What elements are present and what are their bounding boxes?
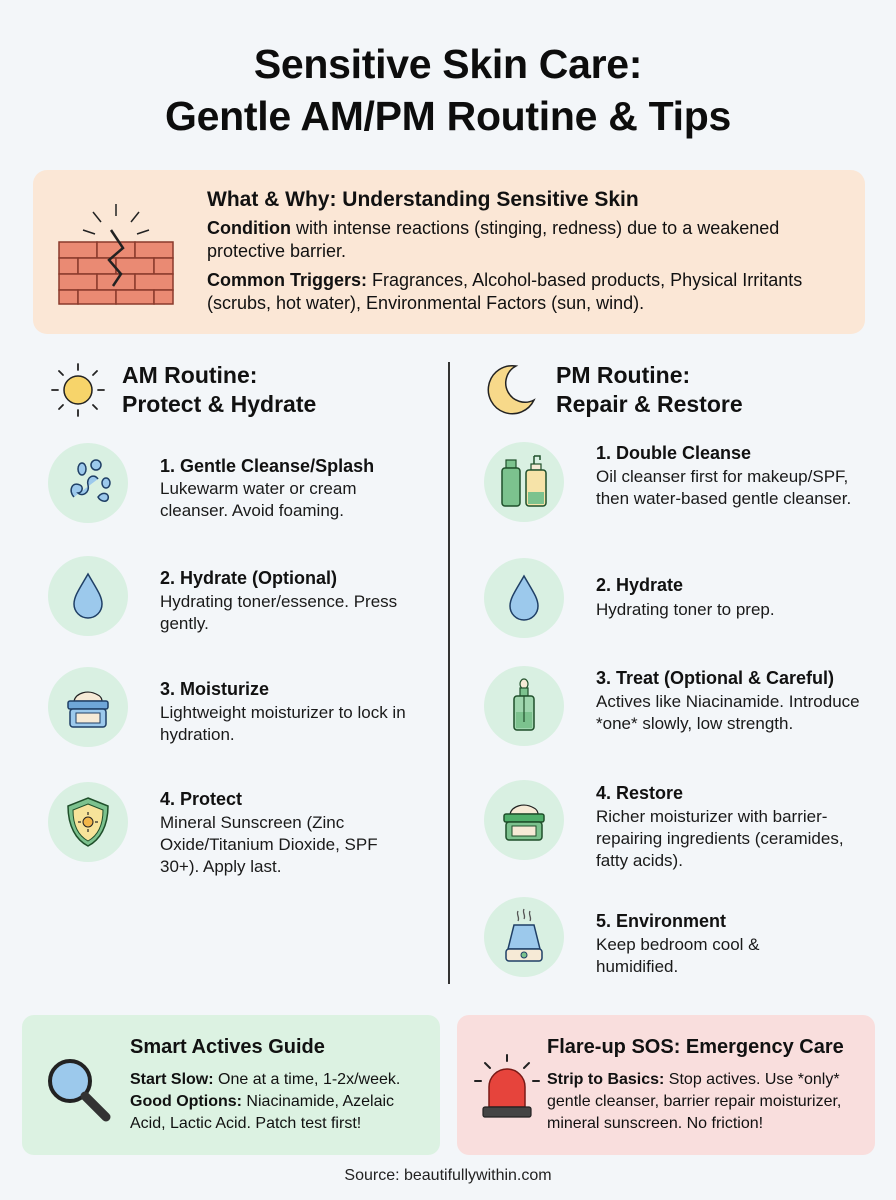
am-step-4-desc: Mineral Sunscreen (Zinc Oxide/Titanium Dioxide, SPF 30+). Apply last. bbox=[160, 813, 378, 876]
pm-step-2-desc: Hydrating toner to prep. bbox=[596, 600, 775, 619]
humidifier-icon bbox=[494, 907, 554, 967]
moon-icon bbox=[480, 360, 540, 420]
start-slow-label: Start Slow: bbox=[130, 1071, 214, 1088]
am-step-2-icon-circle bbox=[48, 556, 128, 636]
triggers-text bbox=[207, 269, 847, 315]
pm-step-1-title: 1. Double Cleanse bbox=[596, 443, 752, 463]
pm-step-1-desc: Oil cleanser first for makeup/SPF, then water-based gentle cleanser. bbox=[596, 467, 852, 508]
am-step-4-title: 4. Protect bbox=[160, 789, 243, 809]
start-slow-line bbox=[130, 1069, 430, 1091]
pm-step-4-icon-circle bbox=[484, 780, 564, 860]
page-title bbox=[0, 38, 896, 142]
triggers-body: Fragrances, Alcohol-based products, Physical Irritants (scrubs, hot water), Environmental Factors (sun, wind). bbox=[207, 270, 803, 313]
title-line-1: Sensitive Skin Care: bbox=[253, 41, 643, 87]
sos-title: Flare-up SOS: Emergency Care bbox=[547, 1036, 844, 1058]
smart-actives-title: Smart Actives Guide bbox=[130, 1036, 325, 1058]
am-step-1-title: 1. Gentle Cleanse/Splash bbox=[160, 456, 375, 476]
water-drop-icon bbox=[58, 566, 118, 626]
good-options-body: Niacinamide, Azelaic Acid, Lactic Acid. Patch test first! bbox=[130, 1093, 395, 1132]
pm-step-1-icon-circle bbox=[484, 442, 564, 522]
pm-step-5-icon-circle bbox=[484, 897, 564, 977]
flare-up-sos-panel bbox=[457, 1015, 875, 1155]
pm-heading-line-1: PM Routine: bbox=[556, 362, 691, 388]
pm-step-3-icon-circle bbox=[484, 666, 564, 746]
condition-text bbox=[207, 217, 847, 263]
pm-heading bbox=[556, 361, 743, 419]
alarm-siren-icon bbox=[471, 1051, 543, 1123]
water-splash-icon bbox=[58, 453, 118, 513]
what-why-heading: What & Why: Understanding Sensitive Skin bbox=[207, 188, 639, 211]
pm-step-4-title: 4. Restore bbox=[596, 783, 684, 803]
pm-step-3-desc: Actives like Niacinamide. Introduce *one* slowly, low strength. bbox=[596, 692, 860, 733]
am-step-4-icon-circle bbox=[48, 782, 128, 862]
am-heading bbox=[122, 361, 316, 419]
pm-step-2-icon-circle bbox=[484, 558, 564, 638]
pm-step-5-desc: Keep bedroom cool & humidified. bbox=[596, 935, 760, 976]
strip-body: Stop actives. Use *only* gentle cleanser, barrier repair moisturizer, mineral sunscreen. No friction! bbox=[547, 1071, 842, 1132]
am-step-2-desc: Hydrating toner/essence. Press gently. bbox=[160, 592, 398, 633]
pm-heading-line-2: Repair & Restore bbox=[556, 391, 743, 417]
am-step-3-desc: Lightweight moisturizer to lock in hydration. bbox=[160, 703, 406, 744]
am-heading-line-2: Protect & Hydrate bbox=[122, 391, 317, 417]
cracked-brick-wall-icon bbox=[51, 200, 181, 310]
sos-text bbox=[547, 1069, 873, 1135]
sun-shield-icon bbox=[58, 792, 118, 852]
am-step-3-icon-circle bbox=[48, 667, 128, 747]
am-step-1-desc: Lukewarm water or cream cleanser. Avoid foaming. bbox=[160, 479, 357, 520]
magnifying-glass-icon bbox=[42, 1053, 116, 1127]
condition-label: Condition bbox=[207, 218, 291, 238]
pm-step-5-title: 5. Environment bbox=[596, 911, 727, 931]
good-options-line bbox=[130, 1091, 430, 1135]
triggers-label: Common Triggers: bbox=[207, 270, 368, 290]
am-step-1-icon-circle bbox=[48, 443, 128, 523]
condition-body: with intense reactions (stinging, redness) due to a weakened protective barrier. bbox=[207, 218, 780, 261]
am-step-3-title: 3. Moisturize bbox=[160, 679, 270, 699]
strip-label: Strip to Basics: bbox=[547, 1071, 665, 1088]
am-step-2-title: 2. Hydrate (Optional) bbox=[160, 568, 338, 588]
smart-actives-panel bbox=[22, 1015, 440, 1155]
title-line-2: Gentle AM/PM Routine & Tips bbox=[165, 93, 731, 139]
pm-step-4-desc: Richer moisturizer with barrier-repairing ingredients (ceramides, fatty acids). bbox=[596, 807, 844, 870]
sun-icon bbox=[48, 360, 108, 420]
what-why-panel bbox=[33, 170, 865, 334]
pm-step-2-title: 2. Hydrate bbox=[596, 575, 684, 595]
smart-actives-text bbox=[130, 1069, 430, 1135]
cream-jar-icon bbox=[58, 677, 118, 737]
source-credit: Source: beautifullywithin.com bbox=[344, 1167, 552, 1184]
am-heading-line-1: AM Routine: bbox=[122, 362, 258, 388]
cream-jar-icon bbox=[494, 790, 554, 850]
good-options-label: Good Options: bbox=[130, 1093, 242, 1110]
cleanser-bottles-icon bbox=[494, 452, 554, 512]
start-slow-body: One at a time, 1-2x/week. bbox=[213, 1071, 401, 1088]
water-drop-icon bbox=[494, 568, 554, 628]
column-divider bbox=[448, 362, 450, 984]
pm-step-3-title: 3. Treat (Optional & Careful) bbox=[596, 668, 835, 688]
dropper-bottle-icon bbox=[494, 676, 554, 736]
